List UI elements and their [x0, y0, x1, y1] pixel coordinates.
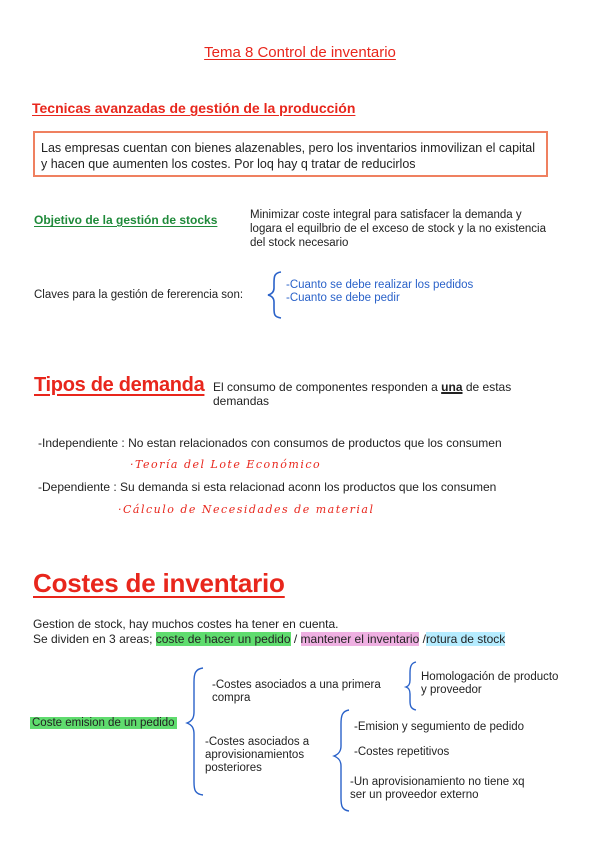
intro-text: Las empresas cuentan con bienes alazenables, pero los inventarios inmovilizan el capital y hacen que aumenten los costes. Por loq hay q tratar de reducirlos: [41, 141, 536, 171]
note-calculo-necesidades: ·Cálculo de Necesidades de material: [118, 503, 375, 516]
demanda-independiente: -Independiente : No estan relacionados con consumos de productos que los consumen: [38, 436, 502, 450]
costes-line2-prefix: Se dividen en 3 areas;: [33, 632, 156, 646]
tree-node-emision: -Emision y segumiento de pedido: [354, 721, 525, 733]
costes-line1: Gestion de stock, hay muchos costes ha tener en cuenta.: [33, 617, 339, 631]
brace-root: [187, 668, 203, 795]
claves-label: Claves para la gestión de fererencia son:: [34, 289, 244, 301]
claves-item: -Cuanto se debe pedir: [286, 292, 400, 304]
tree-root: Coste emision de un pedido: [32, 717, 175, 729]
area-mantener: mantener el inventario: [300, 632, 420, 646]
tree-node-homologacion: Homologación de producto y proveedor: [421, 671, 559, 696]
demanda-dependiente: -Dependiente : Su demanda si esta relacionad aconn los productos que los consumen: [38, 480, 497, 494]
note-teoria-lote: ·Teoría del Lote Económico: [130, 458, 322, 471]
page-title: Tema 8 Control de inventario: [204, 44, 396, 61]
area-separator: /: [290, 632, 301, 646]
brace-homologacion: [406, 662, 416, 710]
tipos-heading: Tipos de demanda: [34, 374, 205, 396]
area-pedido: coste de hacer un pedido: [155, 632, 291, 646]
tree-node-repetitivos: -Costes repetitivos: [354, 746, 450, 758]
claves-item: -Cuanto se debe realizar los pedidos: [286, 279, 474, 291]
objetivo-text: Minimizar coste integral para satisfacer la demanda y logara el equilbrio de el exceso de stock y la no existencia del stock necesario: [250, 209, 546, 249]
tree-node-proveedor-externo: -Un aprovisionamiento no tiene xq ser un proveedor externo: [350, 776, 525, 801]
brace-posteriores: [334, 710, 349, 811]
area-rotura: rotura de stock: [425, 632, 506, 646]
section-heading-tecnicas: Tecnicas avanzadas de gestión de la producción: [32, 100, 356, 116]
costes-heading: Costes de inventario: [33, 568, 285, 598]
objetivo-heading: Objetivo de la gestión de stocks: [34, 213, 218, 227]
brace-claves: [268, 272, 281, 318]
tipos-text-after: de estas demandas: [213, 380, 512, 408]
area-separator: /: [419, 632, 426, 646]
tree-node-aprovisionamientos: -Costes asociados a aprovisionamientos posteriores: [205, 736, 310, 774]
tipos-text-before: El consumo de componentes responden a: [213, 380, 442, 394]
tree-node-primera-compra: -Costes asociados a una primera compra: [212, 679, 381, 704]
tipos-text-emph: una: [441, 380, 463, 394]
